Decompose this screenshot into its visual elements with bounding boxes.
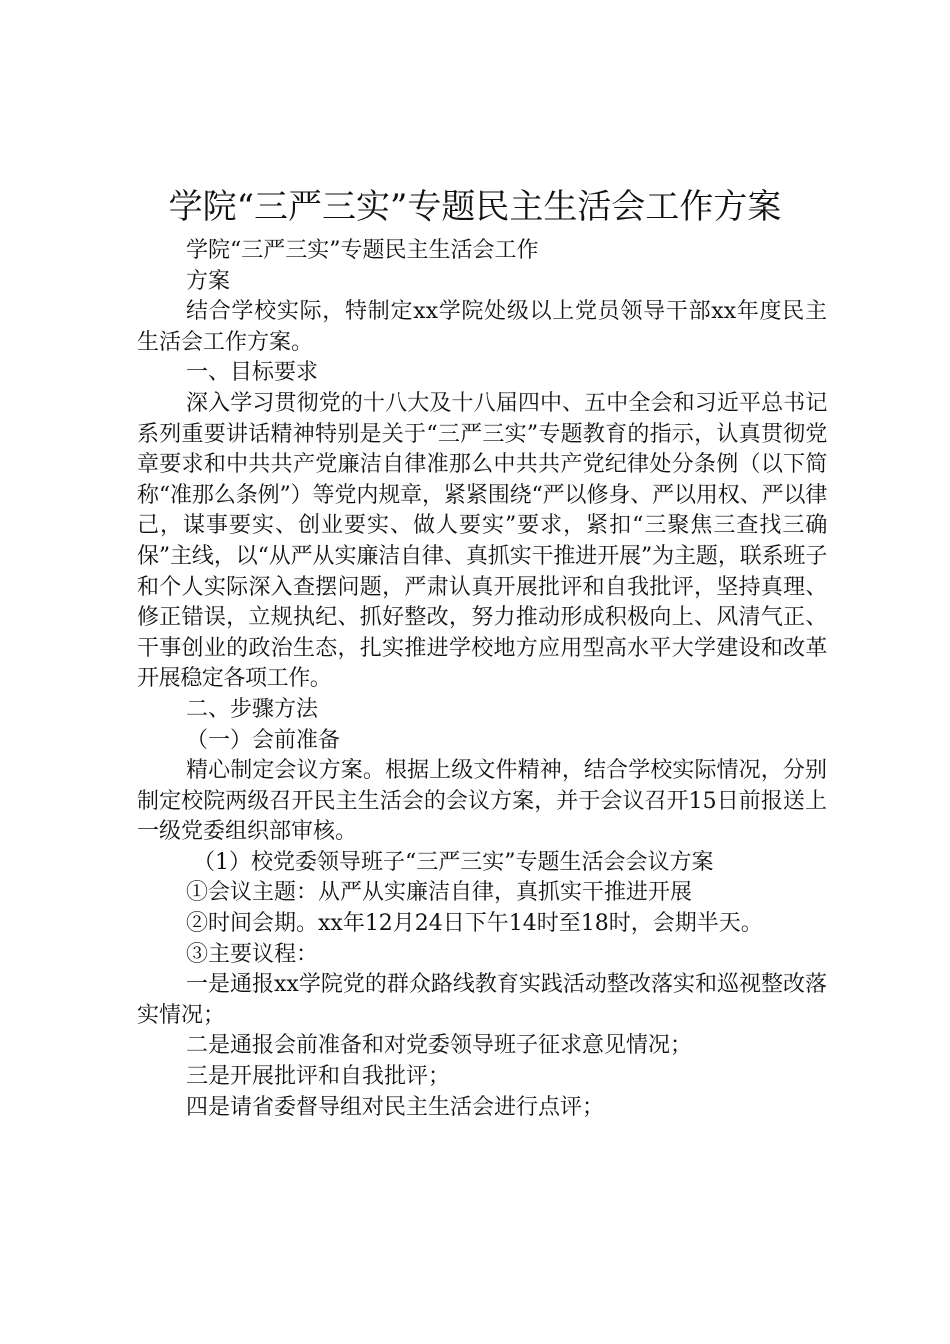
section-heading-goals: 一、目标要求 — [186, 360, 319, 386]
subtitle-line-2: 方案 — [186, 268, 231, 294]
document-body — [137, 236, 827, 1123]
agenda-heading: ③主要议程： — [186, 941, 319, 967]
meeting-time: ②时间会期。xx年12月24日下午14时至18时，会期半天。 — [186, 911, 763, 937]
agenda-item-1: 一是通报xx学院党的群众路线教育实践活动整改落实和巡视整改落实情况； — [137, 972, 827, 1028]
agenda-item-4: 四是请省委督导组对民主生活会进行点评； — [186, 1094, 605, 1120]
preparation-paragraph: 精心制定会议方案。根据上级文件精神，结合学校实际情况，分别制定校院两级召开民主生活会的会议方案，并于会议召开15日前报送上一级党委组织部审核。 — [137, 758, 827, 845]
subtitle-line-1: 学院“三严三实”专题民主生活会工作 — [186, 238, 539, 263]
goals-paragraph: 深入学习贯彻党的十八大及十八届四中、五中全会和习近平总书记系列重要讲话精神特别是关于“三严三实”专题教育的指示，认真贯彻党章要求和中共共产党廉洁自律准那么中共共产党纪律处分条例（以下简称“准那么条例”）等党内规章，紧紧围绕“严以修身、严以用权、严以律己，谋事要实、创业要实、做人要实”要求，紧扣“三聚焦三查找三确保”主线，以“从严从实廉洁自律、真抓实干推进开展”为主题，联系班子和个人实际深入查摆问题，严肃认真开展批评和自我批评，坚持真理、修正错误，立规执纪、抓好整改，努力推动形成积极向上、风清气正、干事创业的政治生态，扎实推进学校地方应用型高水平大学建设和改革开展稳定各项工作。 — [137, 390, 827, 692]
meeting-theme: ①会议主题：从严从实廉洁自律，真抓实干推进开展 — [186, 880, 693, 906]
document-title: 学院“三严三实”专题民主生活会工作方案 — [168, 187, 782, 227]
subsection-heading-preparation: （一）会前准备 — [186, 727, 341, 753]
meeting-plan-heading: （1）校党委领导班子“三严三实”专题生活会会议方案 — [193, 849, 714, 875]
agenda-item-2: 二是通报会前准备和对党委领导班子征求意见情况； — [186, 1033, 693, 1059]
agenda-item-3: 三是开展批评和自我批评； — [186, 1064, 451, 1090]
intro-paragraph: 结合学校实际，特制定xx学院处级以上党员领导干部xx年度民主生活会工作方案。 — [137, 299, 827, 355]
section-heading-steps: 二、步骤方法 — [186, 696, 319, 722]
